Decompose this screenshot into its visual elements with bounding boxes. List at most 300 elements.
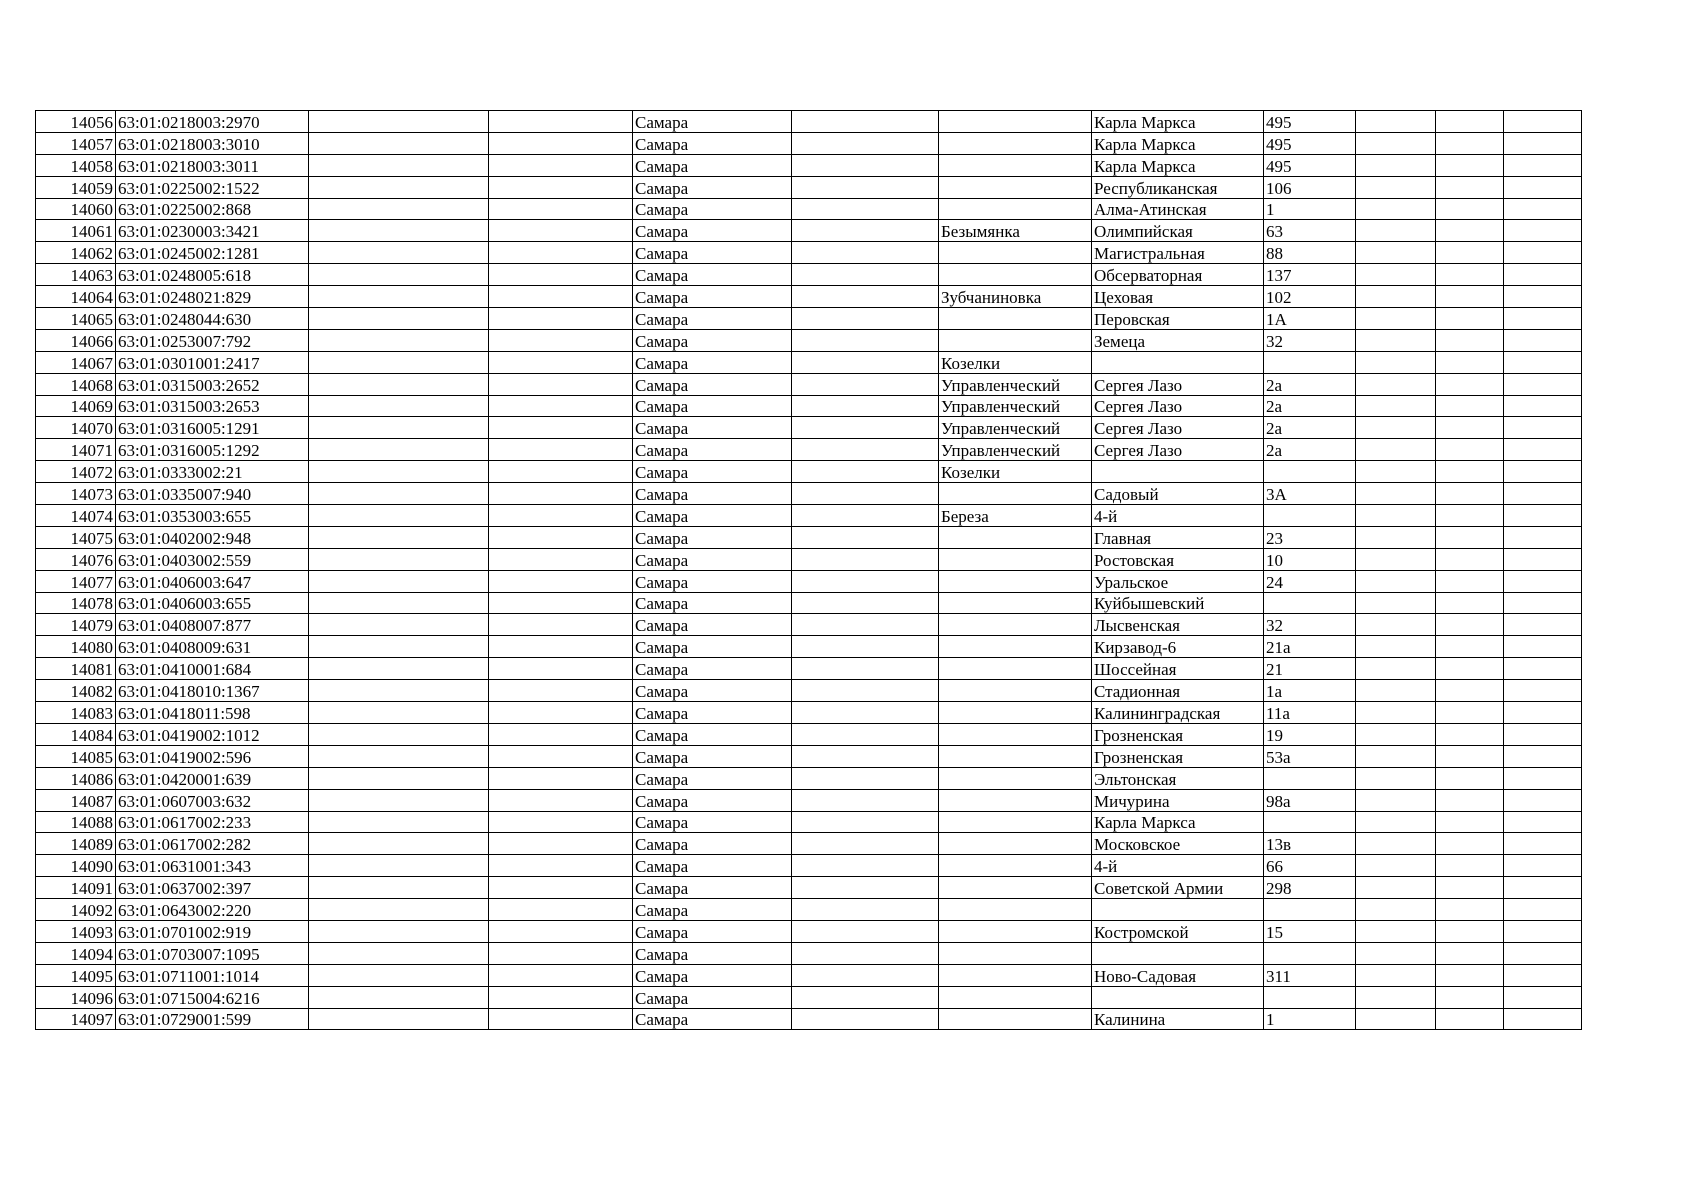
empty-cell [309, 286, 489, 308]
row-number-cell: 14086 [36, 767, 116, 789]
district-cell [939, 789, 1092, 811]
district-cell [939, 986, 1092, 1008]
empty-cell [489, 964, 633, 986]
cadastral-number-cell: 63:01:0406003:655 [116, 592, 309, 614]
cadastral-number-cell: 63:01:0643002:220 [116, 899, 309, 921]
district-cell [939, 264, 1092, 286]
empty-cell [489, 614, 633, 636]
cadastral-number-cell: 63:01:0253007:792 [116, 329, 309, 351]
row-number-cell: 14065 [36, 308, 116, 330]
house-number-cell: 88 [1264, 242, 1356, 264]
district-cell [939, 308, 1092, 330]
empty-cell [1436, 964, 1504, 986]
house-number-cell: 32 [1264, 329, 1356, 351]
house-number-cell: 137 [1264, 264, 1356, 286]
street-cell: 4-й [1092, 505, 1264, 527]
district-cell [939, 329, 1092, 351]
empty-cell [309, 614, 489, 636]
empty-cell [489, 176, 633, 198]
city-cell: Самара [633, 636, 792, 658]
empty-cell [792, 789, 939, 811]
house-number-cell [1264, 986, 1356, 1008]
street-cell: Ростовская [1092, 548, 1264, 570]
street-cell: Калинина [1092, 1008, 1264, 1030]
district-cell [939, 483, 1092, 505]
empty-cell [792, 351, 939, 373]
empty-cell [309, 855, 489, 877]
empty-cell [309, 942, 489, 964]
empty-cell [1356, 636, 1436, 658]
cadastral-number-cell: 63:01:0420001:639 [116, 767, 309, 789]
cadastral-number-cell: 63:01:0248005:618 [116, 264, 309, 286]
empty-cell [489, 483, 633, 505]
empty-cell [1356, 483, 1436, 505]
empty-cell [309, 351, 489, 373]
row-number-cell: 14067 [36, 351, 116, 373]
empty-cell [309, 308, 489, 330]
empty-cell [1356, 680, 1436, 702]
empty-cell [1504, 702, 1582, 724]
empty-cell [1436, 986, 1504, 1008]
table-row [36, 1008, 1582, 1030]
empty-cell [1504, 899, 1582, 921]
empty-cell [309, 483, 489, 505]
empty-cell [1436, 461, 1504, 483]
cadastral-number-cell: 63:01:0218003:3011 [116, 154, 309, 176]
street-cell: Карла Маркса [1092, 811, 1264, 833]
district-cell: Управленческий [939, 439, 1092, 461]
table-row [36, 461, 1582, 483]
empty-cell [792, 702, 939, 724]
empty-cell [309, 920, 489, 942]
house-number-cell: 106 [1264, 176, 1356, 198]
empty-cell [1504, 767, 1582, 789]
district-cell [939, 855, 1092, 877]
district-cell [939, 899, 1092, 921]
table-row [36, 154, 1582, 176]
empty-cell [792, 176, 939, 198]
district-cell: Управленческий [939, 395, 1092, 417]
street-cell [1092, 351, 1264, 373]
empty-cell [309, 198, 489, 220]
row-number-cell: 14061 [36, 220, 116, 242]
row-number-cell: 14085 [36, 745, 116, 767]
empty-cell [1436, 132, 1504, 154]
empty-cell [1504, 658, 1582, 680]
city-cell: Самара [633, 855, 792, 877]
street-cell: Советской Армии [1092, 877, 1264, 899]
empty-cell [1436, 417, 1504, 439]
row-number-cell: 14082 [36, 680, 116, 702]
district-cell [939, 658, 1092, 680]
district-cell [939, 877, 1092, 899]
empty-cell [309, 373, 489, 395]
empty-cell [792, 308, 939, 330]
empty-cell [1356, 198, 1436, 220]
empty-cell [1436, 154, 1504, 176]
empty-cell [1356, 920, 1436, 942]
row-number-cell: 14093 [36, 920, 116, 942]
empty-cell [1436, 811, 1504, 833]
empty-cell [792, 811, 939, 833]
empty-cell [309, 242, 489, 264]
street-cell: Лысвенская [1092, 614, 1264, 636]
empty-cell [309, 220, 489, 242]
empty-cell [792, 439, 939, 461]
house-number-cell: 21а [1264, 636, 1356, 658]
empty-cell [1436, 855, 1504, 877]
empty-cell [489, 920, 633, 942]
empty-cell [489, 811, 633, 833]
city-cell: Самара [633, 351, 792, 373]
cadastral-number-cell: 63:01:0715004:6216 [116, 986, 309, 1008]
empty-cell [489, 789, 633, 811]
house-number-cell: 63 [1264, 220, 1356, 242]
empty-cell [1356, 395, 1436, 417]
empty-cell [1504, 461, 1582, 483]
empty-cell [309, 526, 489, 548]
empty-cell [309, 329, 489, 351]
empty-cell [792, 723, 939, 745]
empty-cell [1436, 483, 1504, 505]
empty-cell [1356, 877, 1436, 899]
empty-cell [489, 899, 633, 921]
empty-cell [1356, 767, 1436, 789]
city-cell: Самара [633, 614, 792, 636]
empty-cell [1436, 833, 1504, 855]
empty-cell [792, 220, 939, 242]
table-row [36, 745, 1582, 767]
row-number-cell: 14073 [36, 483, 116, 505]
table-row [36, 286, 1582, 308]
empty-cell [489, 636, 633, 658]
empty-cell [792, 614, 939, 636]
empty-cell [1436, 242, 1504, 264]
empty-cell [489, 417, 633, 439]
empty-cell [792, 417, 939, 439]
district-cell [939, 680, 1092, 702]
house-number-cell: 495 [1264, 111, 1356, 133]
street-cell: Московское [1092, 833, 1264, 855]
empty-cell [1504, 723, 1582, 745]
empty-cell [1436, 789, 1504, 811]
empty-cell [1356, 833, 1436, 855]
table-row [36, 417, 1582, 439]
row-number-cell: 14083 [36, 702, 116, 724]
empty-cell [489, 526, 633, 548]
empty-cell [1504, 154, 1582, 176]
row-number-cell: 14095 [36, 964, 116, 986]
row-number-cell: 14078 [36, 592, 116, 614]
empty-cell [792, 505, 939, 527]
row-number-cell: 14059 [36, 176, 116, 198]
empty-cell [1436, 329, 1504, 351]
district-cell [939, 833, 1092, 855]
empty-cell [1436, 702, 1504, 724]
street-cell: Алма-Атинская [1092, 198, 1264, 220]
empty-cell [309, 461, 489, 483]
district-cell [939, 964, 1092, 986]
empty-cell [309, 395, 489, 417]
city-cell: Самара [633, 702, 792, 724]
empty-cell [1356, 154, 1436, 176]
empty-cell [1436, 1008, 1504, 1030]
empty-cell [792, 154, 939, 176]
cadastral-number-cell: 63:01:0408007:877 [116, 614, 309, 636]
empty-cell [1504, 417, 1582, 439]
house-number-cell: 1а [1264, 680, 1356, 702]
empty-cell [489, 1008, 633, 1030]
empty-cell [1504, 111, 1582, 133]
empty-cell [792, 767, 939, 789]
street-cell: Шоссейная [1092, 658, 1264, 680]
cadastral-number-cell: 63:01:0316005:1291 [116, 417, 309, 439]
empty-cell [309, 745, 489, 767]
table-row [36, 680, 1582, 702]
city-cell: Самара [633, 723, 792, 745]
cadastral-number-cell: 63:01:0631001:343 [116, 855, 309, 877]
empty-cell [1356, 286, 1436, 308]
street-cell: Костромской [1092, 920, 1264, 942]
empty-cell [1504, 483, 1582, 505]
empty-cell [1504, 789, 1582, 811]
empty-cell [1436, 111, 1504, 133]
house-number-cell: 23 [1264, 526, 1356, 548]
district-cell [939, 132, 1092, 154]
empty-cell [1356, 942, 1436, 964]
street-cell: Ново-Садовая [1092, 964, 1264, 986]
empty-cell [1436, 395, 1504, 417]
table-row [36, 220, 1582, 242]
empty-cell [792, 964, 939, 986]
empty-cell [309, 680, 489, 702]
empty-cell [1356, 548, 1436, 570]
row-number-cell: 14091 [36, 877, 116, 899]
street-cell: Сергея Лазо [1092, 417, 1264, 439]
empty-cell [309, 154, 489, 176]
empty-cell [489, 833, 633, 855]
table-row [36, 723, 1582, 745]
street-cell: Цеховая [1092, 286, 1264, 308]
empty-cell [792, 373, 939, 395]
empty-cell [1504, 132, 1582, 154]
empty-cell [792, 899, 939, 921]
table-row [36, 242, 1582, 264]
table-row [36, 658, 1582, 680]
table-row [36, 636, 1582, 658]
district-cell [939, 198, 1092, 220]
cadastral-number-cell: 63:01:0419002:596 [116, 745, 309, 767]
city-cell: Самара [633, 111, 792, 133]
house-number-cell [1264, 592, 1356, 614]
empty-cell [1436, 680, 1504, 702]
empty-cell [489, 132, 633, 154]
empty-cell [1504, 395, 1582, 417]
empty-cell [792, 986, 939, 1008]
empty-cell [1504, 308, 1582, 330]
city-cell: Самара [633, 417, 792, 439]
empty-cell [1436, 264, 1504, 286]
table-row [36, 505, 1582, 527]
cadastral-number-cell: 63:01:0711001:1014 [116, 964, 309, 986]
street-cell: Сергея Лазо [1092, 439, 1264, 461]
district-cell [939, 154, 1092, 176]
empty-cell [489, 198, 633, 220]
city-cell: Самара [633, 920, 792, 942]
house-number-cell: 1А [1264, 308, 1356, 330]
table-row [36, 548, 1582, 570]
row-number-cell: 14074 [36, 505, 116, 527]
row-number-cell: 14092 [36, 899, 116, 921]
house-number-cell: 21 [1264, 658, 1356, 680]
empty-cell [489, 942, 633, 964]
empty-cell [1504, 614, 1582, 636]
empty-cell [489, 877, 633, 899]
cadastral-number-cell: 63:01:0703007:1095 [116, 942, 309, 964]
empty-cell [309, 702, 489, 724]
empty-cell [489, 242, 633, 264]
cadastral-number-cell: 63:01:0617002:233 [116, 811, 309, 833]
empty-cell [489, 329, 633, 351]
district-cell [939, 920, 1092, 942]
row-number-cell: 14063 [36, 264, 116, 286]
empty-cell [1436, 636, 1504, 658]
table-row [36, 899, 1582, 921]
cadastral-number-cell: 63:01:0230003:3421 [116, 220, 309, 242]
empty-cell [1356, 220, 1436, 242]
empty-cell [1356, 242, 1436, 264]
empty-cell [1356, 570, 1436, 592]
table-row [36, 439, 1582, 461]
district-cell [939, 242, 1092, 264]
empty-cell [309, 877, 489, 899]
empty-cell [309, 505, 489, 527]
empty-cell [489, 154, 633, 176]
city-cell: Самара [633, 395, 792, 417]
street-cell: Карла Маркса [1092, 132, 1264, 154]
empty-cell [309, 723, 489, 745]
empty-cell [309, 264, 489, 286]
empty-cell [1504, 439, 1582, 461]
cadastral-number-cell: 63:01:0225002:1522 [116, 176, 309, 198]
empty-cell [309, 833, 489, 855]
empty-cell [792, 833, 939, 855]
district-cell [939, 111, 1092, 133]
house-number-cell [1264, 899, 1356, 921]
cadastral-number-cell: 63:01:0701002:919 [116, 920, 309, 942]
street-cell [1092, 461, 1264, 483]
row-number-cell: 14084 [36, 723, 116, 745]
street-cell: Эльтонская [1092, 767, 1264, 789]
row-number-cell: 14096 [36, 986, 116, 1008]
district-cell: Зубчаниновка [939, 286, 1092, 308]
empty-cell [489, 745, 633, 767]
city-cell: Самара [633, 132, 792, 154]
city-cell: Самара [633, 745, 792, 767]
cadastral-number-cell: 63:01:0637002:397 [116, 877, 309, 899]
empty-cell [309, 176, 489, 198]
empty-cell [1356, 986, 1436, 1008]
city-cell: Самара [633, 592, 792, 614]
city-cell: Самара [633, 548, 792, 570]
row-number-cell: 14097 [36, 1008, 116, 1030]
empty-cell [309, 658, 489, 680]
street-cell: Обсерваторная [1092, 264, 1264, 286]
empty-cell [1356, 658, 1436, 680]
row-number-cell: 14066 [36, 329, 116, 351]
table-row [36, 702, 1582, 724]
empty-cell [792, 329, 939, 351]
empty-cell [1504, 286, 1582, 308]
empty-cell [1504, 942, 1582, 964]
house-number-cell: 11а [1264, 702, 1356, 724]
empty-cell [1356, 176, 1436, 198]
cadastral-number-cell: 63:01:0218003:2970 [116, 111, 309, 133]
city-cell: Самара [633, 570, 792, 592]
row-number-cell: 14058 [36, 154, 116, 176]
cadastral-number-cell: 63:01:0419002:1012 [116, 723, 309, 745]
row-number-cell: 14069 [36, 395, 116, 417]
empty-cell [1356, 855, 1436, 877]
row-number-cell: 14056 [36, 111, 116, 133]
registry-table [35, 110, 1582, 1030]
empty-cell [792, 286, 939, 308]
empty-cell [1436, 351, 1504, 373]
row-number-cell: 14094 [36, 942, 116, 964]
cadastral-number-cell: 63:01:0301001:2417 [116, 351, 309, 373]
empty-cell [1436, 767, 1504, 789]
city-cell: Самара [633, 964, 792, 986]
empty-cell [489, 570, 633, 592]
empty-cell [1504, 505, 1582, 527]
empty-cell [489, 264, 633, 286]
city-cell: Самара [633, 286, 792, 308]
table-row [36, 614, 1582, 636]
empty-cell [1436, 505, 1504, 527]
row-number-cell: 14081 [36, 658, 116, 680]
house-number-cell [1264, 767, 1356, 789]
empty-cell [1356, 1008, 1436, 1030]
table-row [36, 483, 1582, 505]
empty-cell [1356, 614, 1436, 636]
empty-cell [1436, 373, 1504, 395]
empty-cell [1504, 920, 1582, 942]
street-cell: 4-й [1092, 855, 1264, 877]
row-number-cell: 14072 [36, 461, 116, 483]
empty-cell [1436, 439, 1504, 461]
district-cell [939, 592, 1092, 614]
empty-cell [489, 592, 633, 614]
empty-cell [792, 395, 939, 417]
district-cell: Козелки [939, 461, 1092, 483]
table-row [36, 855, 1582, 877]
empty-cell [792, 1008, 939, 1030]
empty-cell [1504, 1008, 1582, 1030]
row-number-cell: 14060 [36, 198, 116, 220]
house-number-cell: 1 [1264, 1008, 1356, 1030]
empty-cell [792, 680, 939, 702]
house-number-cell: 24 [1264, 570, 1356, 592]
empty-cell [792, 942, 939, 964]
district-cell: Управленческий [939, 373, 1092, 395]
empty-cell [792, 745, 939, 767]
empty-cell [1504, 811, 1582, 833]
house-number-cell [1264, 505, 1356, 527]
row-number-cell: 14057 [36, 132, 116, 154]
district-cell: Козелки [939, 351, 1092, 373]
empty-cell [792, 592, 939, 614]
empty-cell [792, 526, 939, 548]
